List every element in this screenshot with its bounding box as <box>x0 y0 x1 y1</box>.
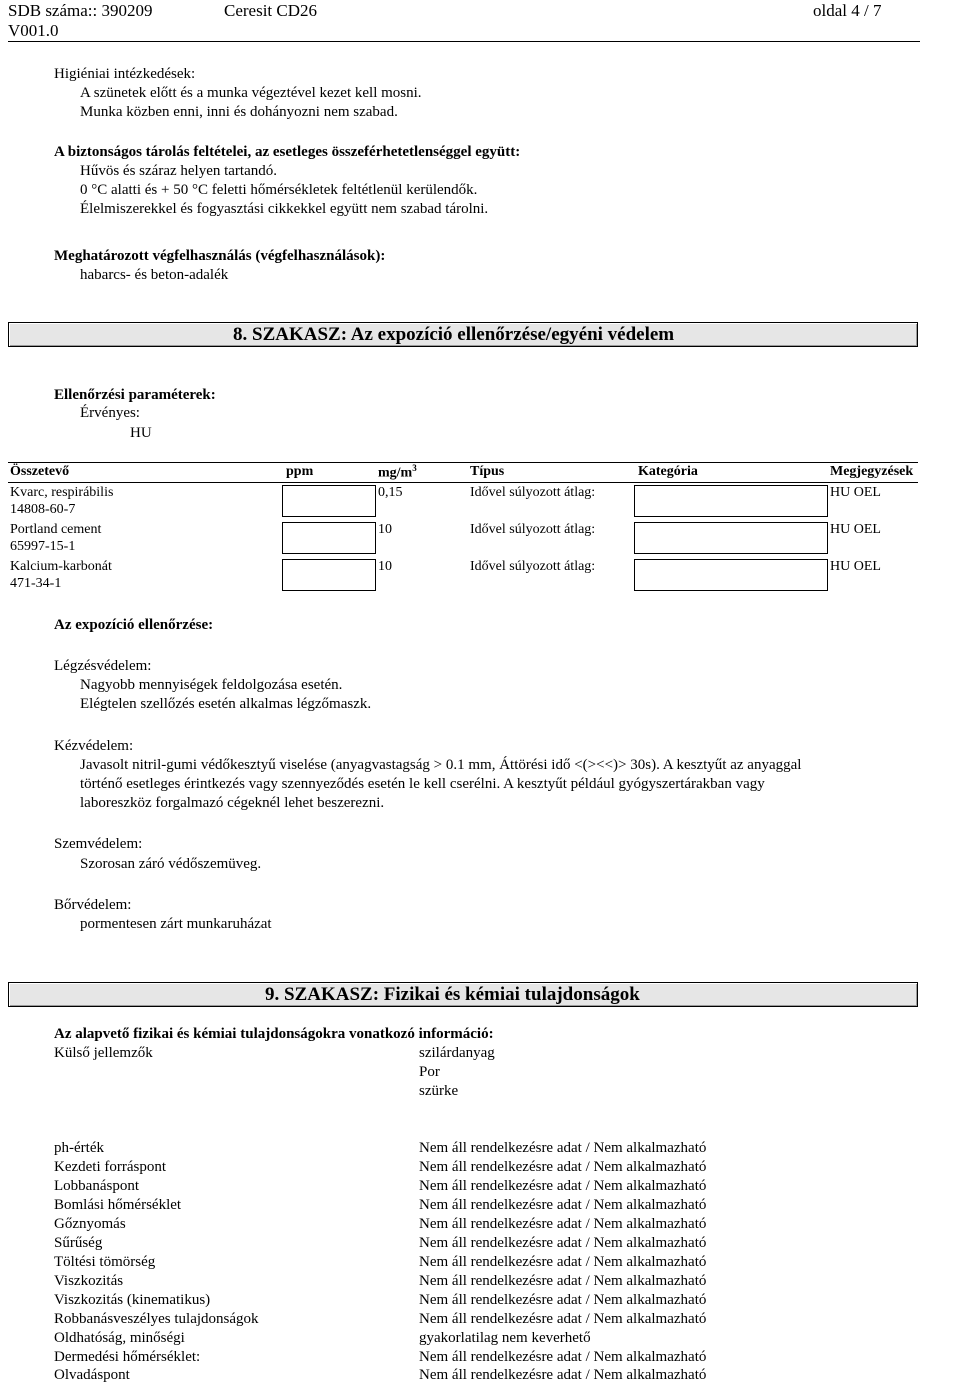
control-params-title: Ellenőrzési paraméterek: <box>54 387 216 403</box>
property-label: Viszkozitás (kinematikus) <box>54 1292 211 1308</box>
product-name: Ceresit CD26 <box>224 1 318 20</box>
skin-value: pormentesen zárt munkaruházat <box>80 916 272 932</box>
appearance-value: szilárdanyag <box>419 1045 495 1061</box>
mgm3-cell: 10 <box>378 558 392 574</box>
property-value: Nem áll rendelkezésre adat / Nem alkalmazható <box>419 1140 707 1156</box>
table-row <box>8 482 918 518</box>
appearance-value: Por <box>419 1064 440 1080</box>
category-cell <box>634 559 828 591</box>
property-label: Bomlási hőmérséklet <box>54 1197 182 1213</box>
page-number: oldal 4 / 7 <box>813 1 882 20</box>
eye-label: Szemvédelem: <box>54 836 143 852</box>
appearance-label: Külső jellemzők <box>54 1045 153 1061</box>
storage-line: 0 °C alatti és + 50 °C feletti hőmérsékletek feltétlenül kerülendők. <box>80 182 478 198</box>
property-value: Nem áll rendelkezésre adat / Nem alkalmazható <box>419 1292 707 1308</box>
property-value: Nem áll rendelkezésre adat / Nem alkalmazható <box>419 1216 707 1232</box>
valid-label: Érvényes: <box>80 405 140 421</box>
storage-line: Élelmiszerekkel és fogyasztási cikkekkel együtt nem szabad tárolni. <box>80 201 489 217</box>
version: V001.0 <box>8 21 59 40</box>
mgm3-cell: 10 <box>378 521 392 537</box>
ppm-cell <box>282 522 376 554</box>
col-header-mgm3-sup: 3 <box>412 463 417 473</box>
notes-cell: HU OEL <box>830 558 881 574</box>
property-value: Nem áll rendelkezésre adat / Nem alkalmazható <box>419 1197 707 1213</box>
ppm-cell <box>282 559 376 591</box>
component-name: Kalcium-karbonát <box>10 558 112 574</box>
col-header-mgm3-text: mg/m <box>378 465 413 481</box>
property-value: Nem áll rendelkezésre adat / Nem alkalmazható <box>419 1235 707 1251</box>
hygiene-line: Munka közben enni, inni és dohányozni nem szabad. <box>80 104 398 120</box>
eye-value: Szorosan záró védőszemüveg. <box>80 856 262 872</box>
table-row <box>8 518 918 555</box>
property-label: Olvadáspont <box>54 1367 130 1383</box>
property-value: Nem áll rendelkezésre adat / Nem alkalmazható <box>419 1159 707 1175</box>
type-cell: Idővel súlyozott átlag: <box>470 521 596 537</box>
enduse-value: habarcs- és beton-adalék <box>80 267 229 283</box>
type-cell: Idővel súlyozott átlag: <box>470 558 596 574</box>
hygiene-line: A szünetek előtt és a munka végeztével kezet kell mosni. <box>80 85 422 101</box>
property-label: Töltési tömörség <box>54 1254 156 1270</box>
table-header-row <box>8 463 918 483</box>
hand-line: történő esetleges érintkezés vagy szennyeződés esetén le kell cserélni. A kesztyűt például gyógyszertárakban vagy <box>80 776 765 792</box>
storage-line: Hűvös és száraz helyen tartandó. <box>80 163 278 179</box>
col-header-mgm3 <box>376 463 468 483</box>
notes-cell: HU OEL <box>830 521 881 537</box>
col-header-category: Kategória <box>636 463 828 483</box>
component-name: Portland cement <box>10 521 102 537</box>
hand-label: Kézvédelem: <box>54 738 134 754</box>
hand-line: laboreszköz forgalmazó cégeknél lehet beszerezni. <box>80 795 385 811</box>
header-rule <box>8 41 920 42</box>
property-label: Viszkozitás <box>54 1273 124 1289</box>
property-value: Nem áll rendelkezésre adat / Nem alkalmazható <box>419 1254 707 1270</box>
resp-line: Elégtelen szellőzés esetén alkalmas légzőmaszk. <box>80 696 372 712</box>
notes-cell: HU OEL <box>830 484 881 500</box>
col-header-ppm: ppm <box>284 463 376 483</box>
component-name: Kvarc, respirábilis <box>10 484 114 500</box>
resp-line: Nagyobb mennyiségek feldolgozása esetén. <box>80 677 343 693</box>
section-9-header <box>8 982 918 1007</box>
property-label: Robbanásveszélyes tulajdonságok <box>54 1311 259 1327</box>
basic-info-title: Az alapvető fizikai és kémiai tulajdonságokra vonatkozó információ: <box>54 1026 494 1042</box>
valid-value: HU <box>130 425 152 441</box>
category-cell <box>634 522 828 554</box>
ppm-cell <box>282 485 376 517</box>
property-label: Gőznyomás <box>54 1216 126 1232</box>
storage-title: A biztonságos tárolás feltételei, az esetleges összeférhetetlenséggel együtt: <box>54 144 521 160</box>
property-label: Kezdeti forráspont <box>54 1159 167 1175</box>
col-header-component: Összetevő <box>8 463 284 483</box>
appearance-value: szürke <box>419 1083 459 1099</box>
hand-line: Javasolt nitril-gumi védőkesztyű viselése (anyagvastagság > 0.1 mm, Áttörési idő <(><<)> 30s). A kesztyűt az anyaggal <box>80 757 802 773</box>
col-header-type: Típus <box>468 463 636 483</box>
property-label: Lobbanáspont <box>54 1178 139 1194</box>
table-row <box>8 555 918 592</box>
section-8-title: 8. SZAKASZ: Az expozíció ellenőrzése/egyéni védelem <box>233 324 675 345</box>
component-cas: 471-34-1 <box>10 575 62 591</box>
property-label: Sűrűség <box>54 1235 103 1251</box>
component-cas: 14808-60-7 <box>10 501 76 517</box>
skin-label: Bőrvédelem: <box>54 897 132 913</box>
section-9-title: 9. SZAKASZ: Fizikai és kémiai tulajdonságok <box>265 984 640 1005</box>
property-value: Nem áll rendelkezésre adat / Nem alkalmazható <box>419 1178 707 1194</box>
col-header-notes: Megjegyzések <box>828 463 918 483</box>
property-label: Dermedési hőmérséklet: <box>54 1349 201 1365</box>
hygiene-title: Higiéniai intézkedések: <box>54 66 196 82</box>
category-cell <box>634 485 828 517</box>
resp-label: Légzésvédelem: <box>54 658 152 674</box>
property-value: Nem áll rendelkezésre adat / Nem alkalmazható <box>419 1273 707 1289</box>
property-label: Oldhatóság, minőségi <box>54 1330 185 1346</box>
enduse-title: Meghatározott végfelhasználás (végfelhasználások): <box>54 248 386 264</box>
property-value: Nem áll rendelkezésre adat / Nem alkalmazható <box>419 1349 707 1365</box>
property-value: Nem áll rendelkezésre adat / Nem alkalmazható <box>419 1311 707 1327</box>
mgm3-cell: 0,15 <box>378 484 403 500</box>
exposure-title: Az expozíció ellenőrzése: <box>54 617 214 633</box>
property-value: Nem áll rendelkezésre adat / Nem alkalmazható <box>419 1367 707 1383</box>
section-8-header <box>8 322 918 347</box>
type-cell: Idővel súlyozott átlag: <box>470 484 596 500</box>
property-value: gyakorlatilag nem keverhető <box>419 1330 591 1346</box>
oel-table <box>8 462 918 592</box>
component-cas: 65997-15-1 <box>10 538 76 554</box>
property-label: ph-érték <box>54 1140 104 1156</box>
sdb-number: SDB száma:: 390209 <box>8 1 153 20</box>
